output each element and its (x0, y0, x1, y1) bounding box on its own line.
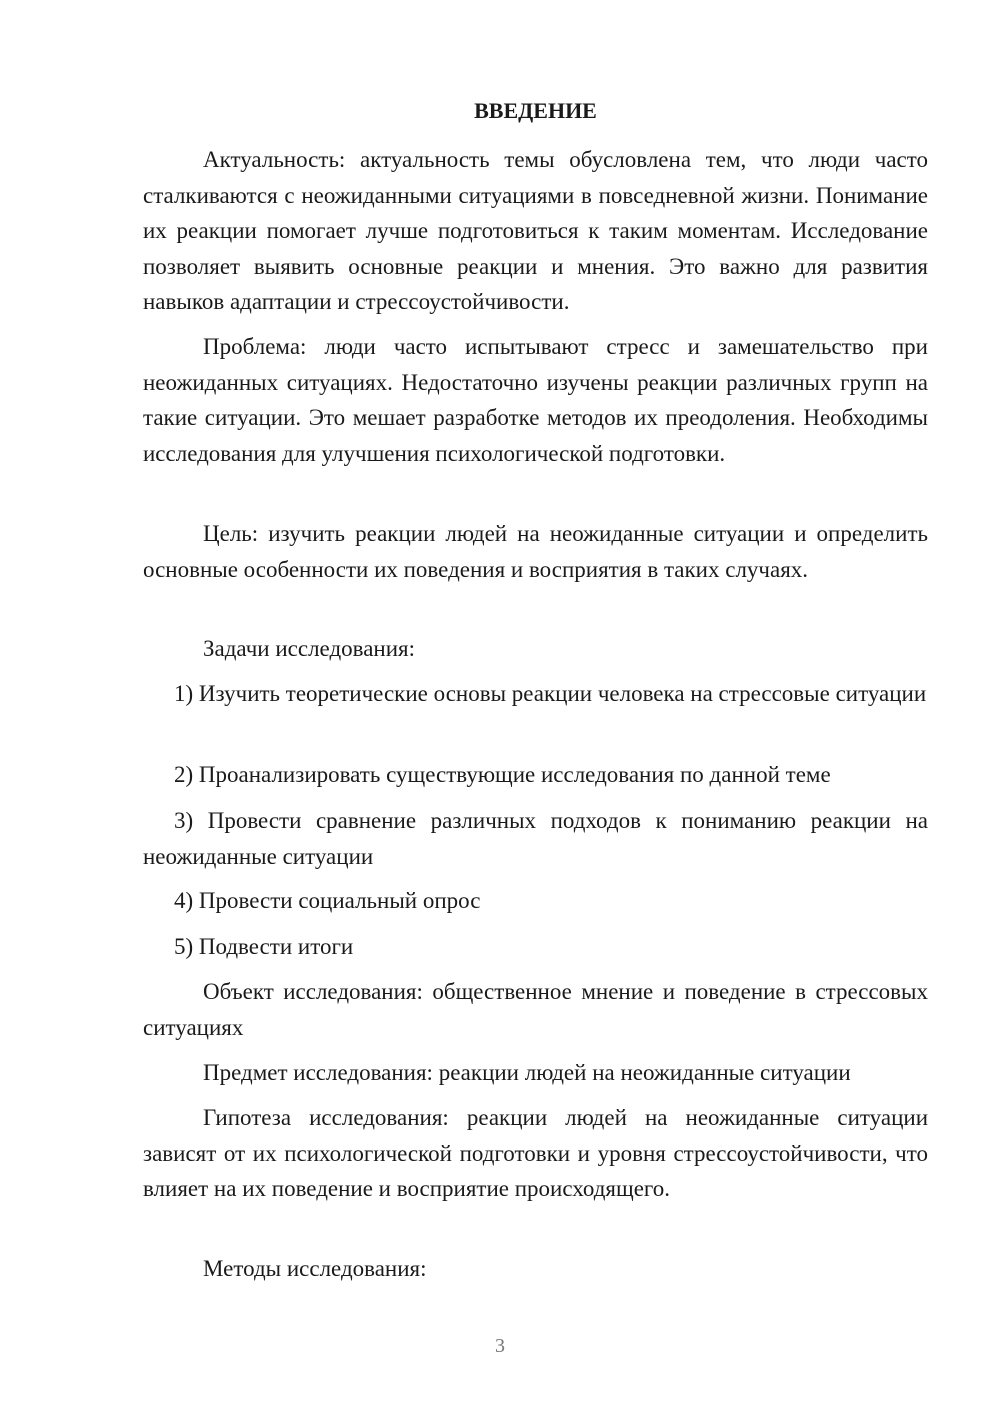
task-item-1: 1) Изучить теоретические основы реакции человека на стрессовые ситуации (174, 681, 927, 706)
paragraph-goal: Цель: изучить реакции людей на неожиданные ситуации и определить основные особенности их поведения и восприятия в таких случаях. (143, 521, 928, 582)
page-number: 3 (495, 1335, 505, 1357)
task-item-4: 4) Провести социальный опрос (174, 888, 481, 913)
task-item-2: 2) Проанализировать существующие исследования по данной теме (174, 762, 831, 787)
paragraph-hypothesis: Гипотеза исследования: реакции людей на неожиданные ситуации зависят от их психологической подготовки и уровня стрессоустойчивости, что влияет на их поведение и восприятие происходящего. (143, 1105, 928, 1201)
methods-heading: Методы исследования: (203, 1256, 427, 1281)
paragraph-subject: Предмет исследования: реакции людей на неожиданные ситуации (203, 1060, 851, 1085)
paragraph-relevance: Актуальность: актуальность темы обусловлена тем, что люди часто сталкиваются с неожиданными ситуациями в повседневной жизни. Понимание их реакции помогает лучше подготовиться к таким моментам. Исследование позволяет выявить основные реакции и мнения. Это важно для развития навыков адаптации и стрессоустойчивости. (143, 147, 928, 314)
task-item-5: 5) Подвести итоги (174, 934, 354, 959)
paragraph-problem: Проблема: люди часто испытывают стресс и замешательство при неожиданных ситуациях. Недостаточно изучены реакции различных групп на такие ситуации. Это мешает разработке методов их преодоления. Необходимы исследования для улучшения психологической подготовки. (143, 334, 928, 466)
page-title: ВВЕДЕНИЕ (474, 98, 597, 123)
tasks-heading: Задачи исследования: (203, 636, 416, 661)
paragraph-object: Объект исследования: общественное мнение и поведение в стрессовых ситуациях (143, 979, 928, 1040)
task-item-3: 3) Провести сравнение различных подходов к пониманию реакции на неожиданные ситуации (143, 808, 928, 869)
